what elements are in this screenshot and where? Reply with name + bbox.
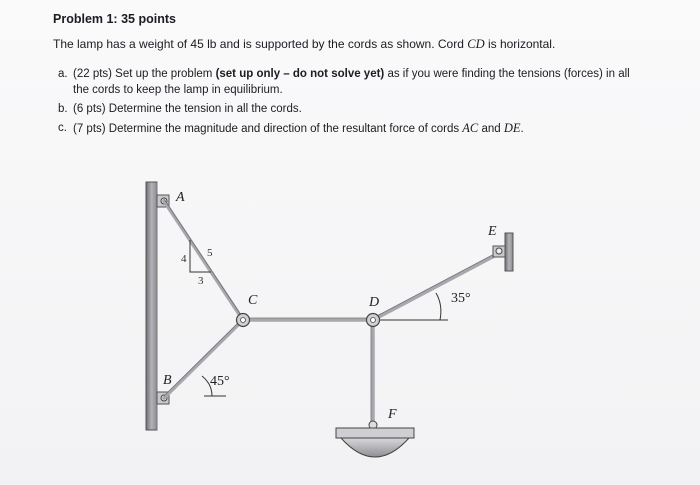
statement-cord-cd: CD [467, 37, 485, 51]
part-c-cord-ac: AC [462, 121, 479, 135]
angle-b-label: 45° [210, 374, 230, 389]
point-e-label: E [488, 224, 497, 239]
point-a-label: A [176, 190, 185, 205]
part-c-cord-de: DE [503, 121, 521, 135]
ring-d [367, 314, 380, 327]
part-a-text-bold: (set up only – do not solve yet) [215, 68, 385, 80]
lamp [336, 421, 414, 457]
cord-edges [164, 199, 500, 425]
part-c-text-end: . [520, 123, 524, 135]
problem-title: Problem 1: 35 points [53, 12, 176, 26]
statement-text-pre: The lamp has a weight of 45 lb and is supported by the cords as shown. Cord [53, 37, 468, 51]
part-c-text-and: and [478, 123, 504, 135]
part-a-text-pre: (22 pts) Set up the problem [73, 68, 216, 80]
part-a-text-post: as if you were finding the tensions (forces) in all the cords to keep the lamp in equilibrium. [73, 68, 630, 96]
slope-rise-label: 4 [181, 253, 187, 265]
part-c-marker: c. [58, 122, 67, 134]
part-c-text-pre: (7 pts) Determine the magnitude and direction of the resultant force of cords [73, 123, 463, 135]
ring-c [237, 314, 250, 327]
cord-de [373, 253, 500, 320]
statement-text-post: is horizontal. [484, 37, 556, 51]
cord-bc [164, 320, 243, 398]
part-a-marker: a. [58, 68, 68, 80]
point-d-label: D [369, 295, 380, 310]
point-c-label: C [248, 293, 258, 308]
cord-ac [164, 201, 243, 320]
point-b-label: B [163, 373, 172, 388]
angle-e-label: 35° [451, 291, 471, 306]
part-b-marker: b. [58, 103, 68, 115]
point-f-label: F [388, 407, 397, 422]
cords [164, 201, 500, 425]
left-wall [146, 182, 157, 430]
part-b-text: (6 pts) Determine the tension in all the cords. [73, 103, 302, 115]
slope-hyp-label: 5 [207, 247, 213, 259]
slope-run-label: 3 [198, 275, 204, 287]
